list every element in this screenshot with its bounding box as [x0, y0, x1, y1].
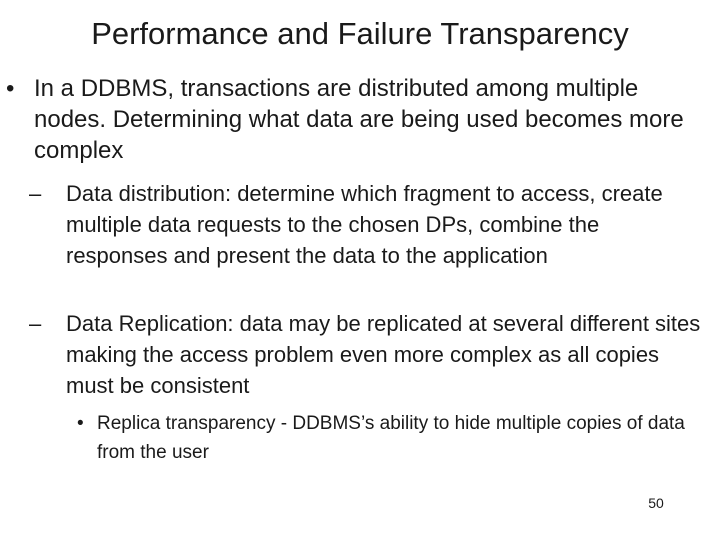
bullet-marker: •: [6, 75, 15, 102]
dash-marker: –: [29, 311, 42, 336]
bullet-marker: •: [77, 413, 84, 434]
slide-title: Performance and Failure Transparency: [91, 16, 629, 51]
sub-text-data-replication: Data Replication: data may be replicated at several different sites making the access problem even more complex as all copies must be consistent: [66, 311, 701, 398]
sub-text-data-distribution: Data distribution: determine which fragment to access, create multiple data requests to the chosen DPs, combine the responses and present the data to the application: [66, 181, 663, 268]
sub-item-data-distribution: [29, 178, 706, 271]
bullet-text-main: In a DDBMS, transactions are distributed among multiple nodes. Determining what data are being used becomes more complex: [34, 75, 684, 164]
sub-sub-text-replica-transparency: Replica transparency - DDBMS’s ability to hide multiple copies of data from the user: [97, 413, 685, 463]
sub-item-data-replication: [29, 308, 706, 401]
page-number: 50: [648, 495, 664, 511]
bullet-item-main: [6, 73, 714, 166]
dash-marker: –: [29, 181, 42, 206]
sub-sub-item-replica-transparency: [77, 409, 697, 467]
